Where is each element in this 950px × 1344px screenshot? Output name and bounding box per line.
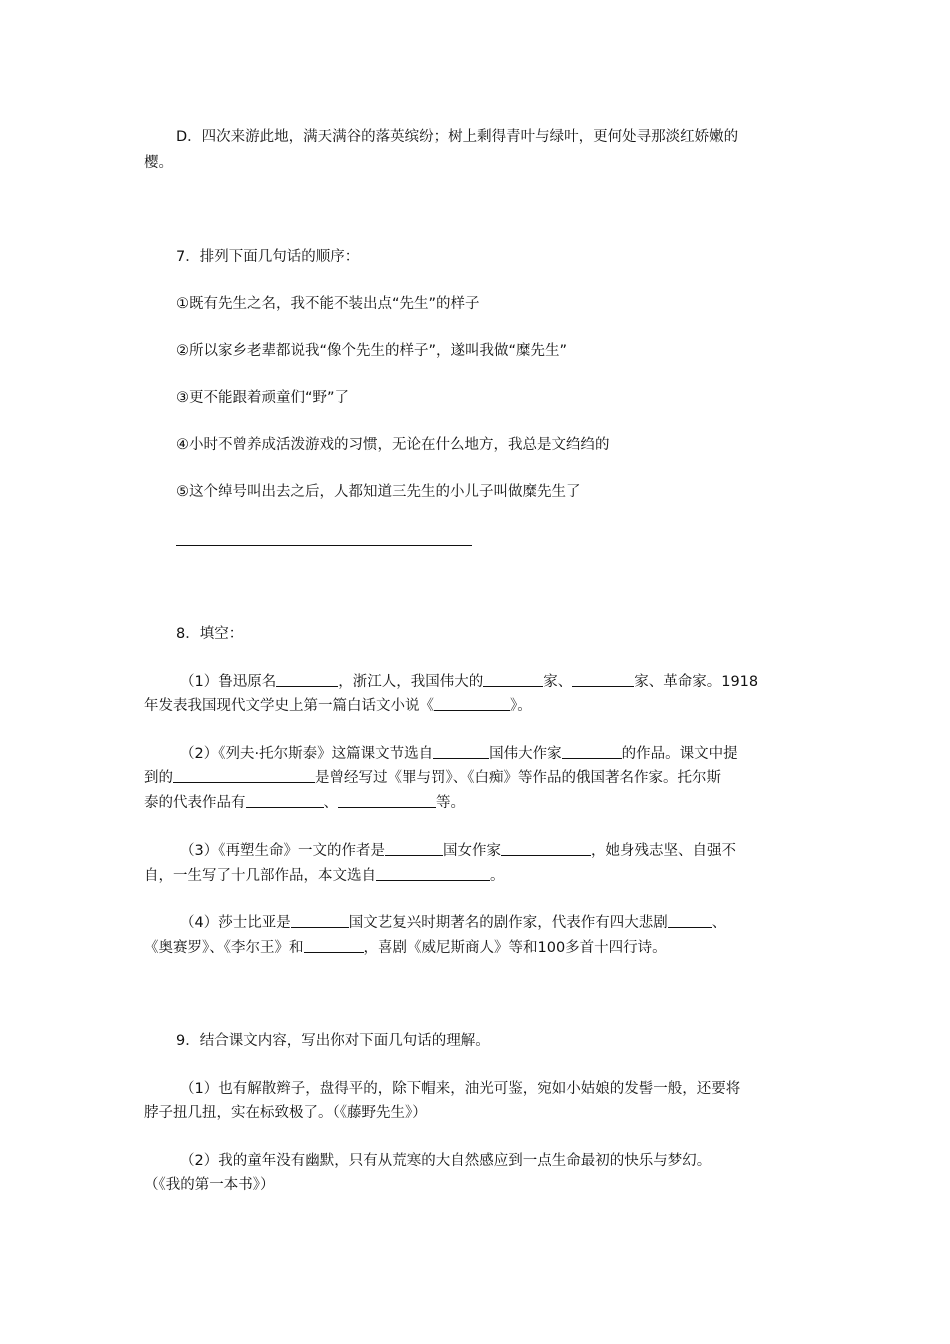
fill-2-line2: 到的 是曾经写过《罪与罚》、《白痴》等作品的俄国著名作家。托尔斯 [144, 767, 721, 788]
question-8-title: 8．填空： [176, 626, 244, 642]
option-d-line1: D．四次来游此地，满天满谷的落英缤纷；树上剩得青叶与绿叶，更何处寻那淡红娇嫩的 [176, 129, 739, 145]
sentence-2-line1: （2）我的童年没有幽默，只有从荒寒的大自然感应到一点生命最初的快乐与梦幻。 [180, 1153, 712, 1169]
sentence-1-line1: （1）也有解散辫子，盘得平的，除下帽来，油光可鉴，宛如小姑娘的发髻一般，还要将 [180, 1081, 741, 1097]
list-item: ②所以家乡老辈都说我“像个先生的样子”，遂叫我做“糜先生” [176, 343, 568, 359]
question-7-title: 7．排列下面几句话的顺序： [176, 249, 360, 265]
list-item: ①既有先生之名，我不能不装出点“先生”的样子 [176, 296, 480, 312]
blank[interactable] [246, 792, 324, 808]
list-item: ③更不能跟着顽童们“野”了 [176, 390, 350, 406]
blank[interactable] [434, 695, 510, 711]
fill-1-line1: （1）鲁迅原名 ，浙江人，我国伟大的 家、 家、革命家。1918 [180, 671, 758, 692]
blank[interactable] [291, 912, 349, 928]
fill-2-line3: 泰的代表作品有 、 等。 [144, 792, 465, 813]
fill-4-line2: 《奥赛罗》、《李尔王》和 ，喜剧《威尼斯商人》等和100多首十四行诗。 [144, 937, 667, 958]
blank[interactable] [501, 840, 591, 856]
answer-blank-line[interactable] [176, 545, 472, 546]
blank[interactable] [433, 743, 489, 759]
blank[interactable] [385, 840, 443, 856]
question-9-title: 9．结合课文内容，写出你对下面几句话的理解。 [176, 1033, 490, 1049]
fill-3-line1: （3）《再塑生命》一文的作者是 国女作家 ，她身残志坚、自强不 [180, 840, 736, 861]
blank[interactable] [572, 671, 634, 687]
sentence-2-line2: （《我的第一本书》） [144, 1177, 275, 1193]
blank[interactable] [276, 671, 338, 687]
fill-1-line2: 年发表我国现代文学史上第一篇白话文小说《 》。 [144, 695, 532, 716]
blank[interactable] [562, 743, 622, 759]
fill-4-line1: （4）莎士比亚是 国文艺复兴时期著名的剧作家，代表作有四大悲剧 、 [180, 912, 726, 933]
blank[interactable] [668, 912, 712, 928]
fill-3-line2: 自，一生写了十几部作品，本文选自 。 [144, 865, 505, 886]
option-d-line2: 樱。 [144, 155, 173, 171]
blank[interactable] [304, 937, 364, 953]
blank[interactable] [483, 671, 543, 687]
blank[interactable] [173, 767, 315, 783]
list-item: ⑤这个绰号叫出去之后，人都知道三先生的小儿子叫做糜先生了 [176, 484, 581, 500]
blank[interactable] [376, 865, 490, 881]
blank[interactable] [338, 792, 436, 808]
sentence-1-line2: 脖子扭几扭，实在标致极了。（《藤野先生》） [144, 1105, 427, 1121]
fill-2-line1: （2）《列夫·托尔斯泰》这篇课文节选自 国伟大作家 的作品。课文中提 [180, 743, 738, 764]
list-item: ④小时不曾养成活泼游戏的习惯，无论在什么地方，我总是文绉绉的 [176, 437, 610, 453]
